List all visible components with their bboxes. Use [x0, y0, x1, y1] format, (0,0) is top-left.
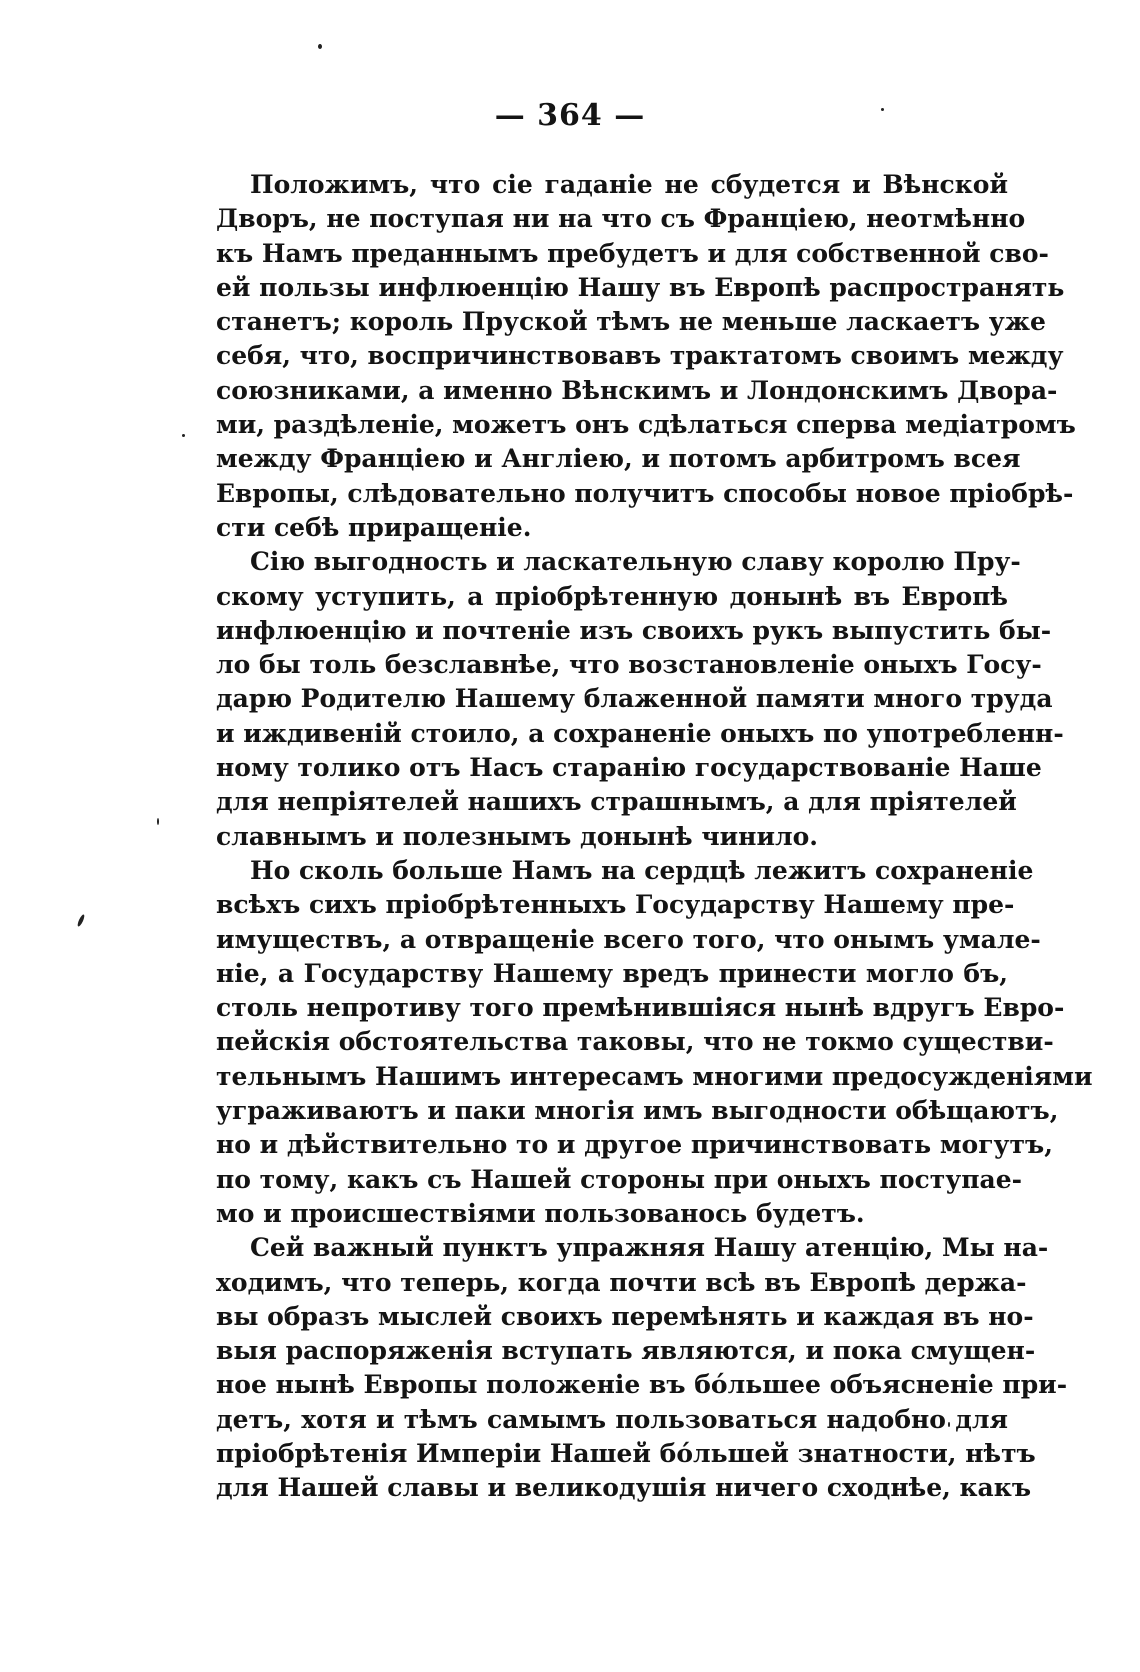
print-speck — [157, 818, 159, 825]
text-line: ло бы толь безславнѣе, что возстановленіе оныхъ Госу- — [216, 650, 1042, 680]
text-line: имуществъ, а отвращеніе всего того, что онымъ умале- — [216, 924, 1041, 954]
paragraph-3 — [216, 854, 1093, 1231]
text-line: Положимъ, что сіе гаданіе не сбудется и Вѣнской — [250, 170, 1008, 199]
text-line: Европы, слѣдовательно получитъ способы новое пріобрѣ- — [216, 478, 1074, 508]
text-line: выя распоряженія вступать являются, и пока смущен- — [216, 1336, 1036, 1366]
paragraph-2 — [216, 545, 1064, 854]
text-line: ей пользы инфлюенцію Нашу въ Европѣ распространять — [216, 272, 1065, 302]
text-line: сти себѣ приращеніе. — [216, 512, 532, 542]
text-line: мо и происшествіями пользованось будетъ. — [216, 1198, 865, 1228]
print-speck — [182, 434, 185, 437]
text-line: къ Намъ преданнымъ пребудетъ и для собственной сво- — [216, 238, 1049, 268]
text-line: скому уступить, а пріобрѣтенную донынѣ въ Европѣ — [216, 581, 1008, 611]
text-line: ми, раздѣленіе, можетъ онъ сдѣлаться сперва медіатромъ — [216, 410, 1076, 440]
text-line: дарю Родителю Нашему блаженной памяти много труда — [216, 684, 1053, 714]
text-line: для непріятелей нашихъ страшнымъ, а для пріятелей — [216, 787, 1017, 817]
text-line: ное нынѣ Европы положеніе въ бо́льшее объясненіе при- — [216, 1370, 1068, 1400]
paragraph-4 — [216, 1231, 1068, 1505]
text-line: пріобрѣтенія Имперіи Нашей бо́льшей знатности, нѣтъ — [216, 1438, 1036, 1468]
text-line: для Нашей славы и великодушія ничего сходнѣе, какъ — [216, 1473, 1031, 1503]
text-line: себя, что, воспричинствовавъ трактатомъ своимъ между — [216, 341, 1064, 371]
text-line: станетъ; король Пруской тѣмъ не меньше ласкаетъ уже — [216, 307, 1046, 337]
print-speck — [76, 914, 85, 927]
paragraph-1 — [216, 168, 1076, 545]
text-line: по тому, какъ съ Нашей стороны при оныхъ поступае- — [216, 1164, 1023, 1194]
text-line: ному толико отъ Насъ старанію государствованіе Наше — [216, 753, 1042, 783]
text-line: союзниками, а именно Вѣнскимъ и Лондонскимъ Двора- — [216, 375, 1058, 405]
text-line: Сію выгодность и ласкательную славу королю Пру- — [250, 547, 1021, 577]
text-line: Дворъ, не поступая ни на что съ Франціею, неотмѣнно — [216, 204, 1026, 234]
text-line: ходимъ, что теперь, когда почти всѣ въ Европѣ держа- — [216, 1267, 1027, 1297]
text-line: тельнымъ Нашимъ интересамъ многими предосужденіями — [216, 1061, 1093, 1091]
text-line: Но сколь больше Намъ на сердцѣ лежитъ сохраненіе — [250, 855, 1034, 885]
text-line: Сей важный пунктъ упражняя Нашу атенцію, Мы на- — [250, 1233, 1049, 1263]
text-line: уграживаютъ и паки многія имъ выгодности обѣщаютъ, — [216, 1096, 1059, 1126]
text-line: ніе, а Государству Нашему вредъ принести могло бъ, — [216, 958, 1008, 988]
print-speck — [318, 44, 322, 49]
text-line: столь непротиву того премѣнившіяся нынѣ вдругъ Евро- — [216, 993, 1065, 1023]
text-line: но и дѣйствительно то и другое причинствовать могутъ, — [216, 1130, 1053, 1160]
text-line: инфлюенцію и почтеніе изъ своихъ рукъ выпустить бы- — [216, 615, 1052, 645]
text-line: детъ, хотя и тѣмъ самымъ пользоваться надобно для — [216, 1404, 1008, 1434]
text-line: и иждивеній стоило, а сохраненіе оныхъ по употребленн- — [216, 718, 1064, 748]
text-line: славнымъ и полезнымъ донынѣ чинило. — [216, 821, 819, 851]
text-line: пейскія обстоятельства таковы, что не токмо существи- — [216, 1027, 1054, 1057]
body-text — [216, 168, 1093, 1506]
page-number: — 364 — — [494, 98, 646, 133]
text-line: вы образъ мыслей своихъ перемѣнять и каждая въ но- — [216, 1301, 1034, 1331]
text-line: между Франціею и Англіею, и потомъ арбитромъ всея — [216, 444, 1021, 474]
text-line: всѣхъ сихъ пріобрѣтенныхъ Государству Нашему пре- — [216, 890, 1015, 920]
